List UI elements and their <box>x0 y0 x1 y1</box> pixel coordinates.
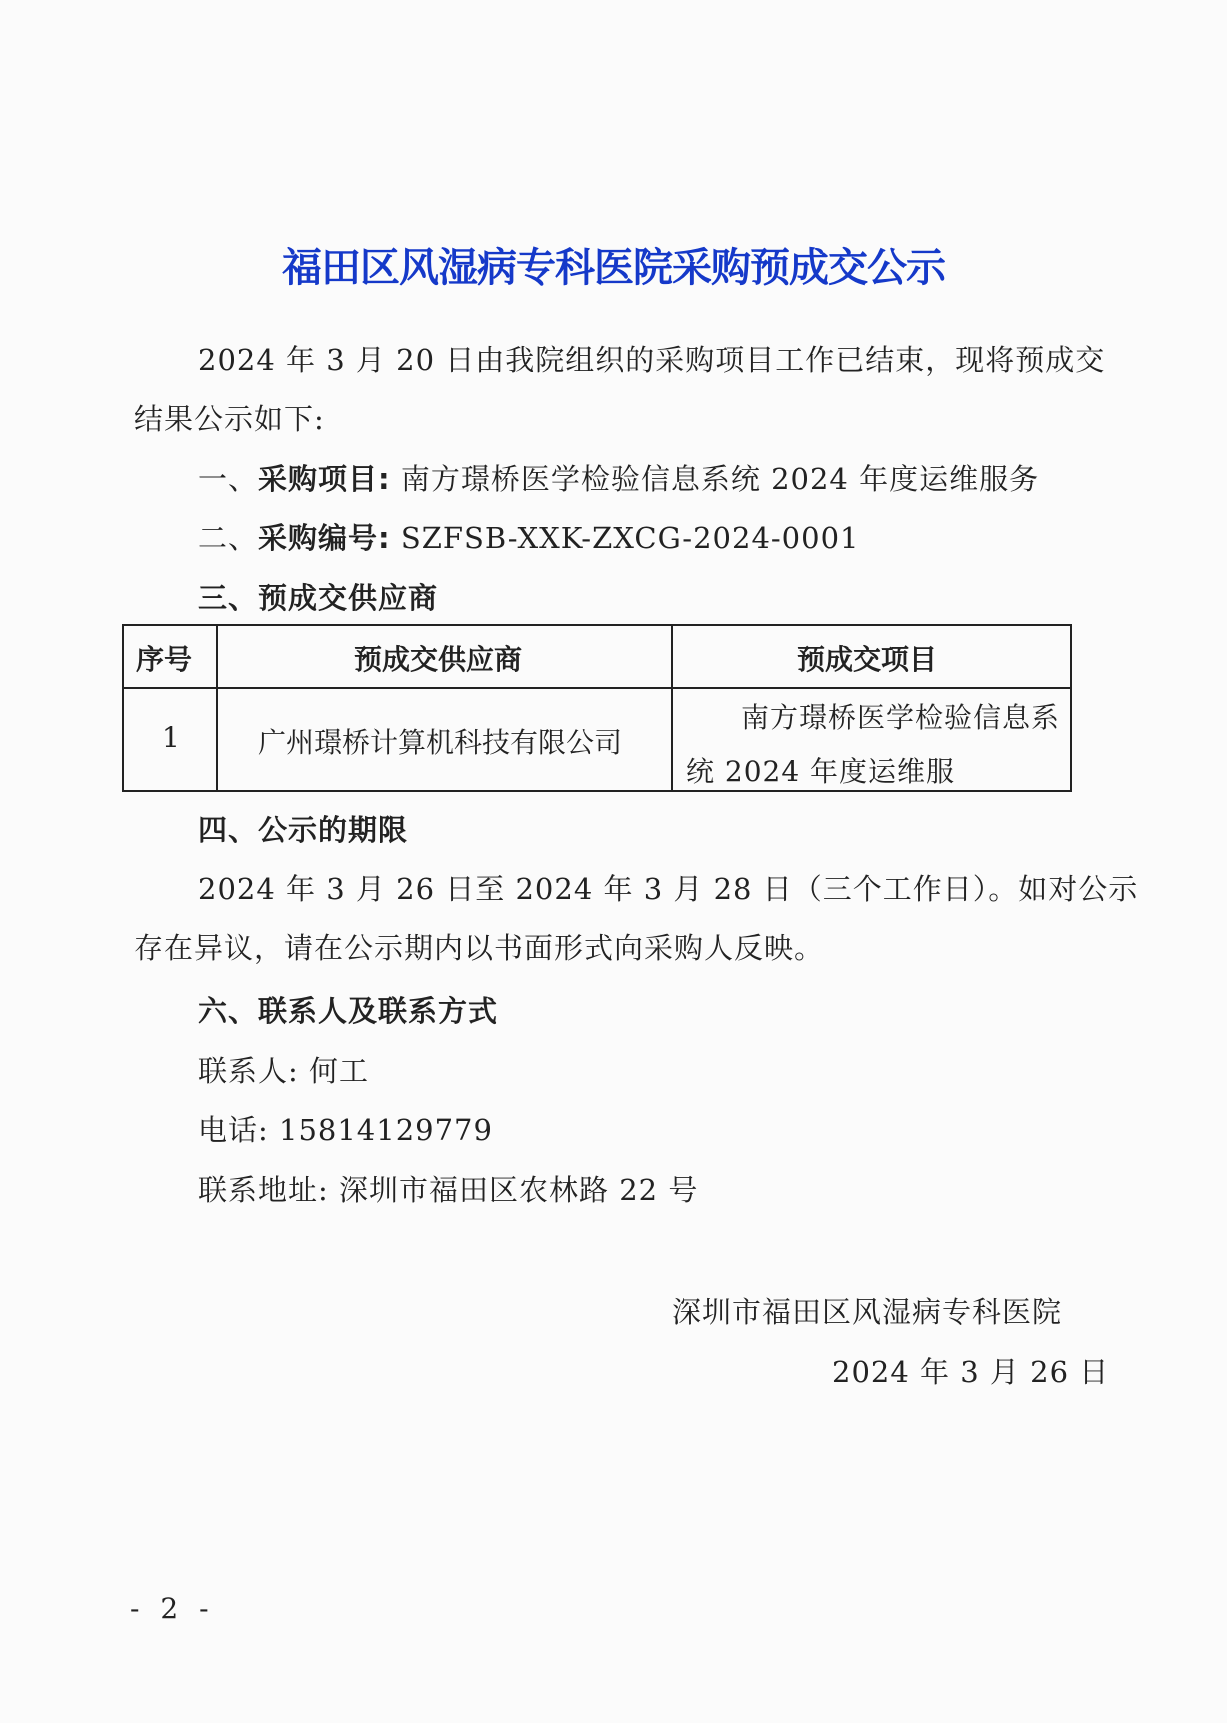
table-cell-project-line-1: 南方璟桥医学检验信息系 <box>741 701 1061 734</box>
item-procurement-number <box>198 516 860 557</box>
table-header-project: 预成交项目 <box>797 643 938 676</box>
table-cell-supplier: 广州璟桥计算机科技有限公司 <box>258 726 623 759</box>
table-header-no: 序号 <box>136 643 193 676</box>
section-3-heading: 三、预成交供应商 <box>198 581 439 615</box>
intro-line-2: 结果公示如下: <box>134 402 325 436</box>
table-cell-project-line-2: 统 2024 年度运维服 <box>686 755 956 788</box>
page-number: - 2 - <box>130 1592 215 1625</box>
intro-line-1: 2024 年 3 月 20 日由我院组织的采购项目工作已结束，现将预成交 <box>198 343 1106 377</box>
item-procurement-project <box>198 457 1039 498</box>
table-cell-no: 1 <box>162 721 180 754</box>
item1-value: 南方璟桥医学检验信息系统 2024 年度运维服务 <box>400 462 1040 496</box>
period-line-1: 2024 年 3 月 26 日至 2024 年 3 月 28 日（三个工作日）。如对公示 <box>198 872 1139 906</box>
item2-prefix: 二、 <box>198 521 259 555</box>
signature-organization: 深圳市福田区风湿病专科医院 <box>672 1295 1063 1329</box>
table-header-supplier: 预成交供应商 <box>354 643 523 676</box>
period-line-2: 存在异议，请在公示期内以书面形式向采购人反映。 <box>134 931 825 965</box>
item2-label: 采购编号: <box>258 521 391 555</box>
supplier-table <box>122 624 1072 792</box>
section-4-heading: 四、公示的期限 <box>198 813 409 847</box>
document-title: 福田区风湿病专科医院采购预成交公示 <box>282 245 945 291</box>
section-6-heading: 六、联系人及联系方式 <box>198 994 499 1028</box>
signature-date: 2024 年 3 月 26 日 <box>832 1355 1110 1389</box>
contact-person: 联系人: 何工 <box>198 1054 369 1088</box>
contact-address: 联系地址: 深圳市福田区农林路 22 号 <box>198 1173 699 1207</box>
item1-label: 采购项目: <box>258 462 391 496</box>
item2-value: SZFSB-XXK-ZXCG-2024-0001 <box>400 521 860 555</box>
item1-prefix: 一、 <box>198 462 259 496</box>
contact-phone: 电话: 15814129779 <box>198 1113 493 1147</box>
